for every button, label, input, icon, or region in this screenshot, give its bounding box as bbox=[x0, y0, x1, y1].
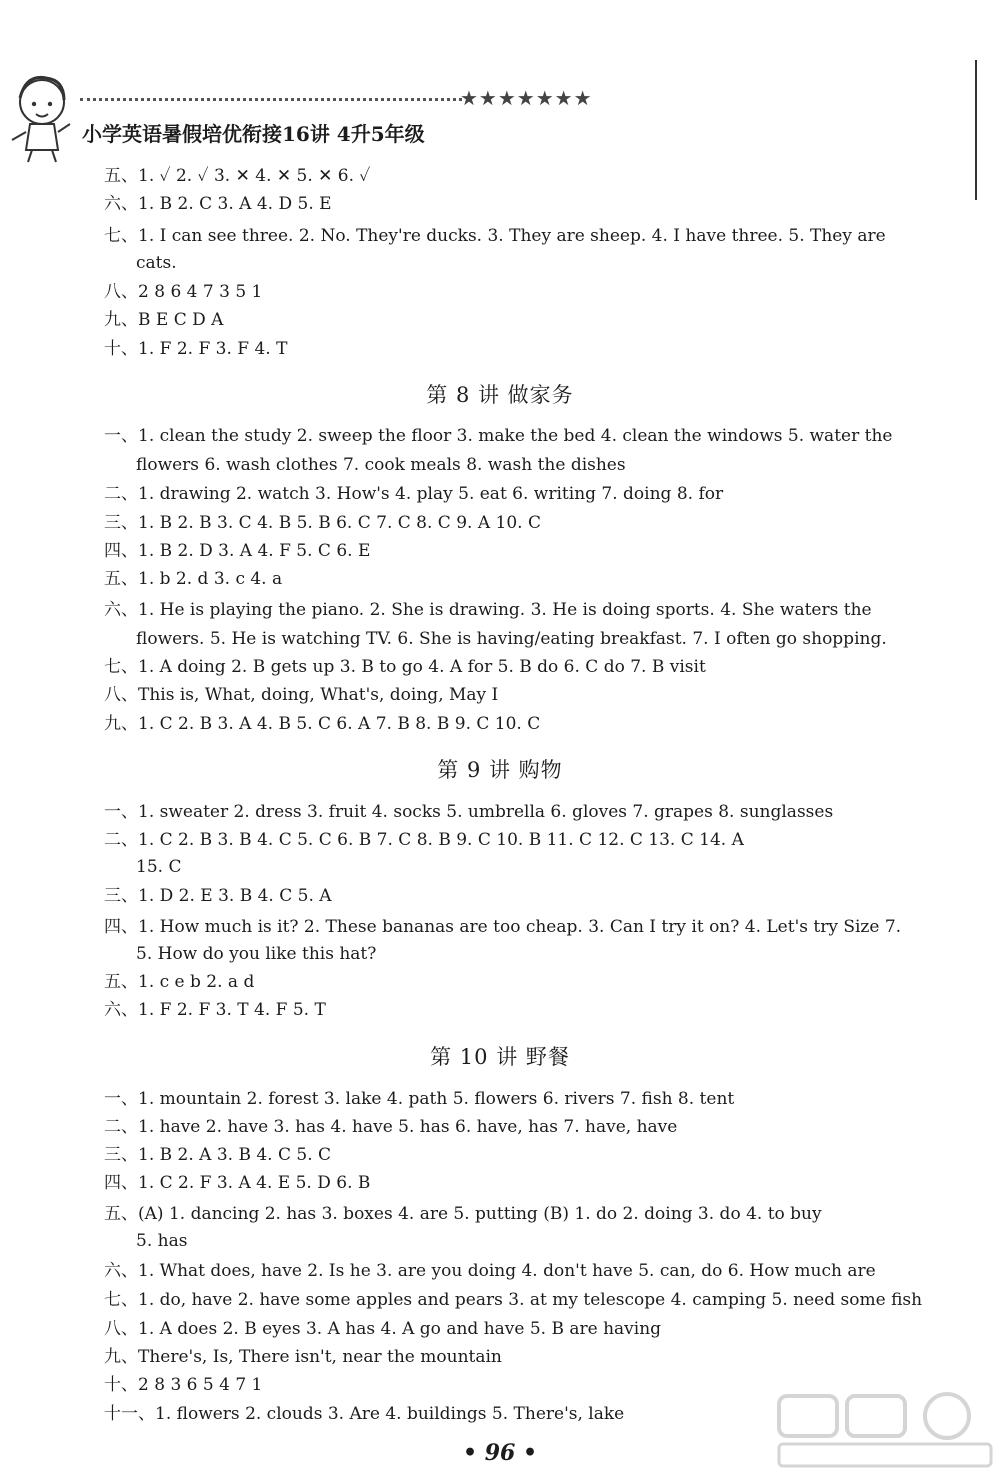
answer-line: 二、1. drawing 2. watch 3. How's 4. play 5. eat 6. writing 7. doing 8. for bbox=[104, 484, 724, 504]
answer-line: 七、1. I can see three. 2. No. They're ducks. 3. They are sheep. 4. I have three. 5. They are bbox=[104, 226, 886, 246]
lesson-heading: 第 9 讲 购物 bbox=[437, 758, 563, 782]
page-number: • 96 • bbox=[462, 1440, 538, 1466]
answer-line: flowers 6. wash clothes 7. cook meals 8. wash the dishes bbox=[136, 455, 626, 475]
answer-line: 十一、1. flowers 2. clouds 3. Are 4. buildings 5. There's, lake bbox=[104, 1404, 625, 1424]
answer-line: cats. bbox=[136, 253, 177, 273]
answer-line: 一、1. mountain 2. forest 3. lake 4. path 5. flowers 6. rivers 7. fish 8. tent bbox=[104, 1089, 735, 1109]
answer-line: 5. has bbox=[136, 1231, 188, 1251]
answer-line: 二、1. C 2. B 3. B 4. C 5. C 6. B 7. C 8. B 9. C 10. B 11. C 12. C 13. C 14. A bbox=[104, 830, 744, 850]
answer-line: 九、1. C 2. B 3. A 4. B 5. C 6. A 7. B 8. B 9. C 10. C bbox=[104, 714, 541, 734]
answer-line: 四、1. How much is it? 2. These bananas are too cheap. 3. Can I try it on? 4. Let's try Size 7. bbox=[104, 917, 902, 937]
answer-line: 八、This is, What, doing, What's, doing, May I bbox=[104, 685, 499, 705]
answer-line: 六、1. B 2. C 3. A 4. D 5. E bbox=[104, 194, 332, 214]
answer-line: 五、1. c e b 2. a d bbox=[104, 972, 255, 992]
book-title: 小学英语暑假培优衔接16讲 4升5年级 bbox=[82, 122, 425, 146]
answer-line: 五、(A) 1. dancing 2. has 3. boxes 4. are 5. putting (B) 1. do 2. doing 3. do 4. to buy bbox=[104, 1204, 822, 1224]
answer-line: 三、1. B 2. B 3. C 4. B 5. B 6. C 7. C 8. C 9. A 10. C bbox=[104, 513, 541, 533]
cartoon-child-mascot bbox=[6, 68, 76, 164]
answer-line: 十、1. F 2. F 3. F 4. T bbox=[104, 339, 288, 359]
dotted-divider bbox=[80, 98, 462, 101]
answer-line: 七、1. A doing 2. B gets up 3. B to go 4. A for 5. B do 6. C do 7. B visit bbox=[104, 657, 706, 677]
star-row: ★★★★★★★ bbox=[460, 86, 593, 110]
answer-line: 六、1. What does, have 2. Is he 3. are you doing 4. don't have 5. can, do 6. How much are bbox=[104, 1261, 876, 1281]
answer-line: 三、1. B 2. A 3. B 4. C 5. C bbox=[104, 1145, 332, 1165]
answer-line: 5. How do you like this hat? bbox=[136, 944, 377, 964]
answer-line: 十、2 8 3 6 5 4 7 1 bbox=[104, 1375, 263, 1395]
answer-line: 九、B E C D A bbox=[104, 310, 224, 330]
lesson-heading: 第 10 讲 野餐 bbox=[430, 1045, 570, 1069]
answer-line: 15. C bbox=[136, 857, 182, 877]
answer-line: 六、1. He is playing the piano. 2. She is drawing. 3. He is doing sports. 4. She waters the bbox=[104, 600, 872, 620]
answer-line: 四、1. B 2. D 3. A 4. F 5. C 6. E bbox=[104, 541, 371, 561]
answer-line: 六、1. F 2. F 3. T 4. F 5. T bbox=[104, 1000, 326, 1020]
answer-line: flowers. 5. He is watching TV. 6. She is having/eating breakfast. 7. I often go shopping. bbox=[136, 629, 887, 649]
answer-line: 五、1. b 2. d 3. c 4. a bbox=[104, 569, 283, 589]
answer-line: 七、1. do, have 2. have some apples and pears 3. at my telescope 4. camping 5. need some fish bbox=[104, 1290, 923, 1310]
answer-line: 一、1. clean the study 2. sweep the floor 3. make the bed 4. clean the windows 5. water the bbox=[104, 426, 893, 446]
answer-line: 五、1. ✓ 2. ✓ 3. ✕ 4. ✕ 5. ✕ 6. ✓ bbox=[104, 166, 371, 186]
margin-rule bbox=[975, 60, 977, 200]
lesson-heading: 第 8 讲 做家务 bbox=[426, 383, 574, 407]
answer-line: 九、There's, Is, There isn't, near the mountain bbox=[104, 1347, 502, 1367]
answer-line: 八、1. A does 2. B eyes 3. A has 4. A go and have 5. B are having bbox=[104, 1319, 662, 1339]
answer-line: 二、1. have 2. have 3. has 4. have 5. has 6. have, has 7. have, have bbox=[104, 1117, 678, 1137]
answer-line: 八、2 8 6 4 7 3 5 1 bbox=[104, 282, 263, 302]
answer-line: 一、1. sweater 2. dress 3. fruit 4. socks 5. umbrella 6. gloves 7. grapes 8. sunglasses bbox=[104, 802, 834, 822]
answer-line: 三、1. D 2. E 3. B 4. C 5. A bbox=[104, 886, 332, 906]
answer-line: 四、1. C 2. F 3. A 4. E 5. D 6. B bbox=[104, 1173, 371, 1193]
